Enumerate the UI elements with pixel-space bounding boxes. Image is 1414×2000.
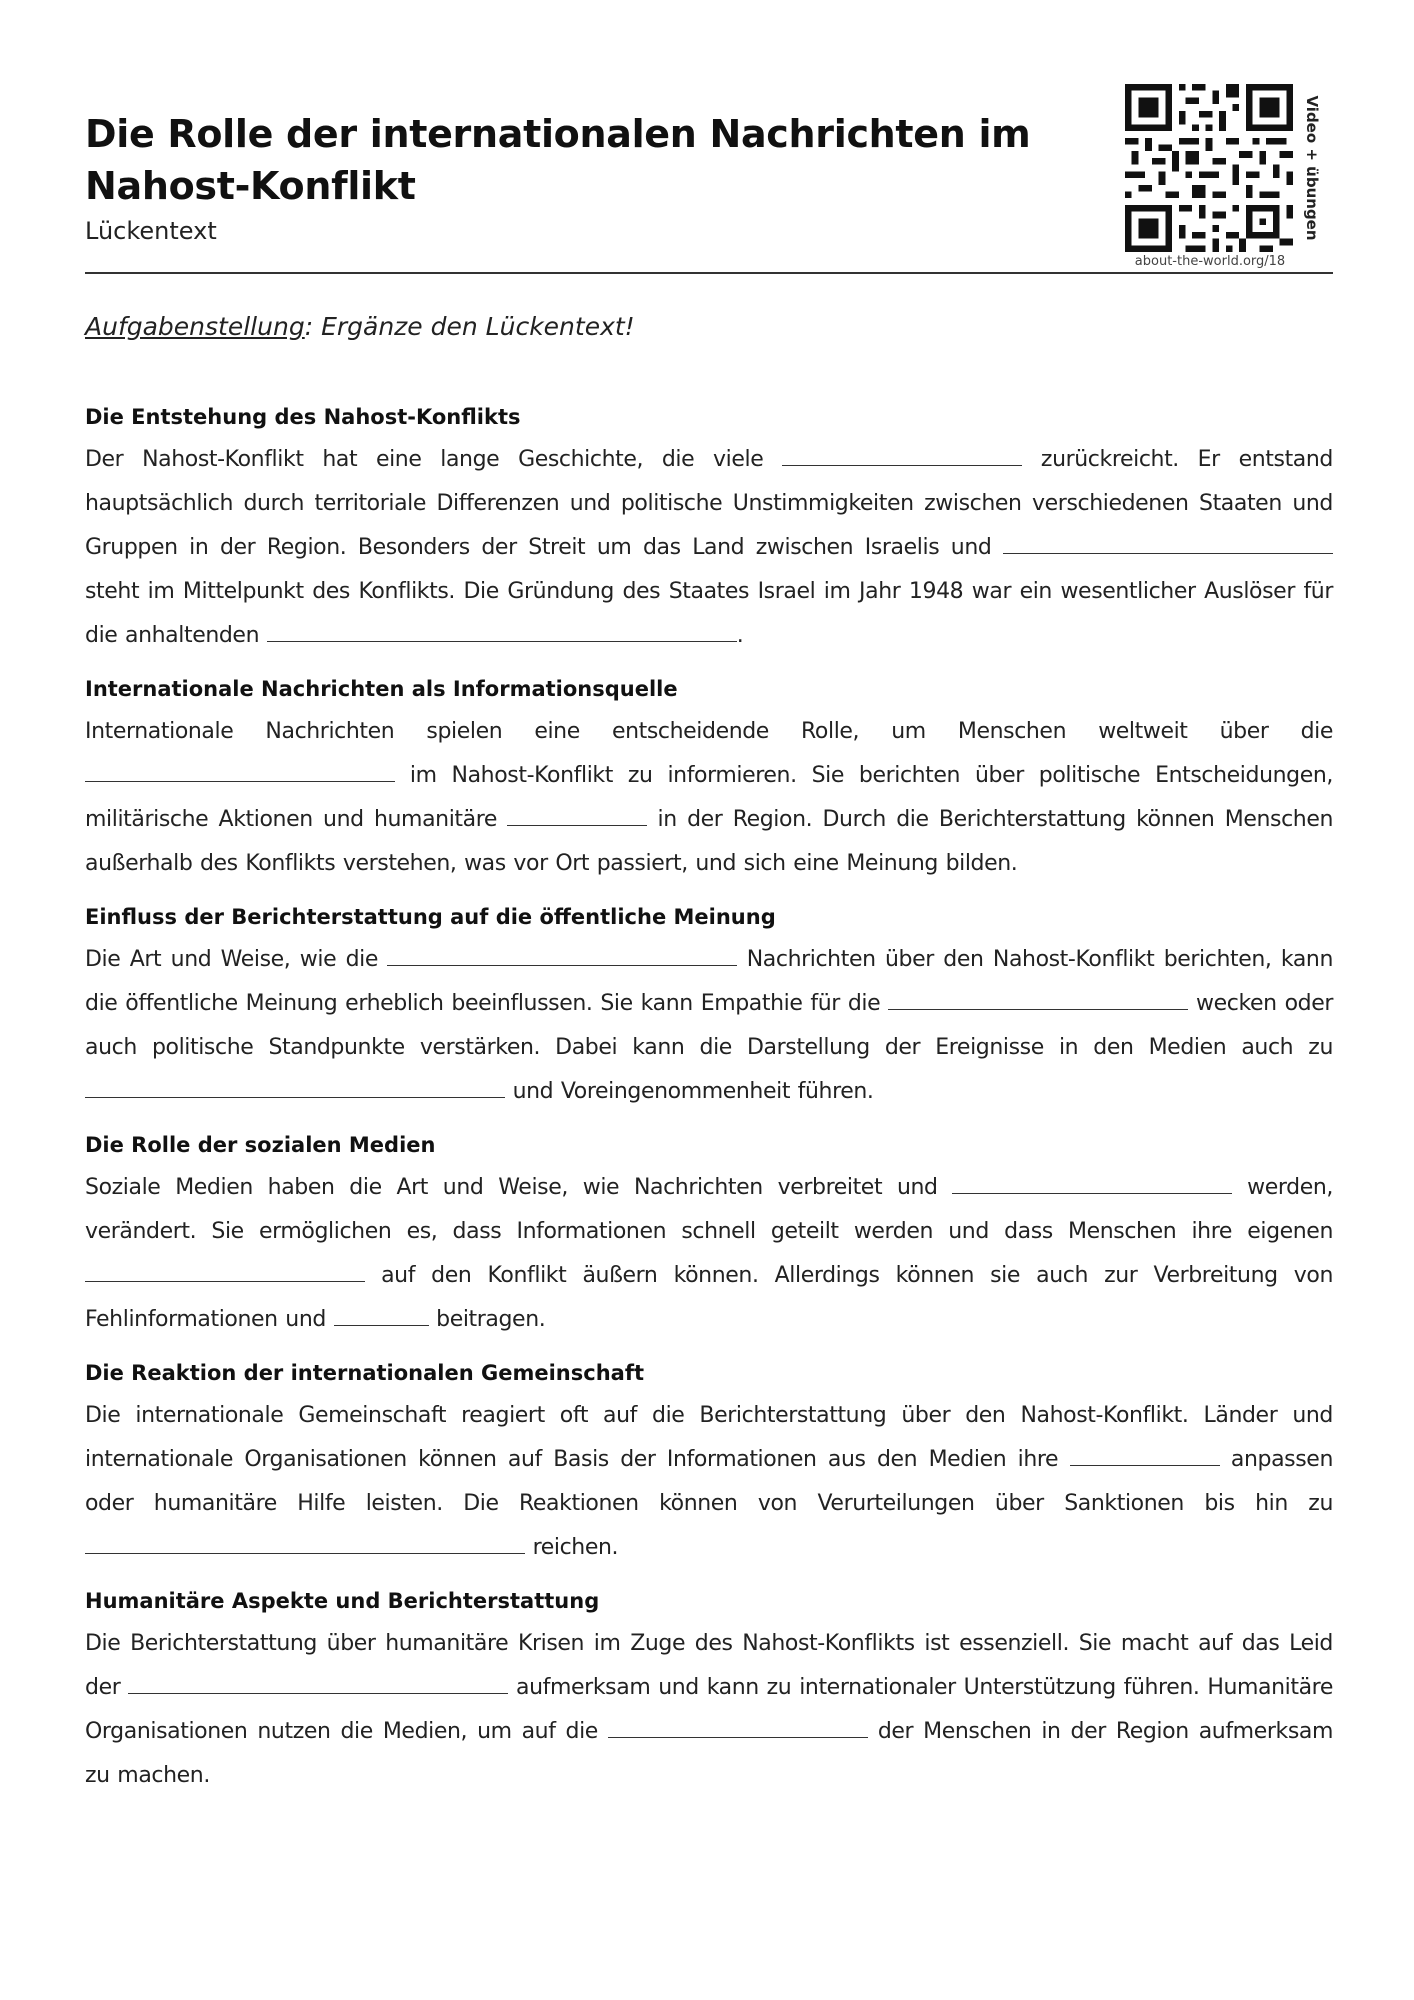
- blank-field[interactable]: [85, 1075, 505, 1098]
- blank-field[interactable]: [128, 1671, 508, 1694]
- section-heading: Humanitäre Aspekte und Berichterstattung: [85, 1589, 600, 1613]
- text-segment: Die Berichterstattung über humanitäre Krisen im Zuge des Nahost-Konflikts ist essenziell. Sie macht auf das Leid der: [85, 1631, 1333, 1700]
- header-divider: [85, 272, 1333, 274]
- page-title: Die Rolle der internationalen Nachrichten im Nahost-Konflikt: [85, 112, 1031, 208]
- qr-caption-link[interactable]: about-the-world.org/18: [1134, 254, 1286, 269]
- section-text: [85, 1166, 1333, 1342]
- blank-field[interactable]: [334, 1303, 429, 1326]
- blank-field[interactable]: [85, 759, 395, 782]
- section-text: [85, 438, 1333, 658]
- text-segment: Nachrichten über den Nahost-Konflikt berichten, kann die öffentliche Meinung erheblich beeinflussen. Sie kann Empathie für die: [85, 947, 1333, 1016]
- blank-field[interactable]: [507, 803, 647, 826]
- text-segment: im Nahost-Konflikt zu informieren. Sie berichten über politische Entscheidungen, militärische Aktionen und humanitäre: [85, 763, 1333, 832]
- blank-field[interactable]: [888, 987, 1188, 1010]
- text-segment: wecken oder auch politische Standpunkte verstärken. Dabei kann die Darstellung der Ereignisse in den Medien auch zu: [85, 991, 1333, 1060]
- text-segment: .: [736, 623, 744, 648]
- text-segment: aufmerksam und kann zu internationaler Unterstützung führen. Humanitäre Organisationen nutzen die Medien, um auf die: [85, 1675, 1333, 1744]
- text-segment: in der Region. Durch die Berichterstattung können Menschen außerhalb des Konflikts verstehen, was vor Ort passiert, und sich eine Meinung bilden.: [85, 807, 1333, 876]
- section-oeffentliche-meinung: [85, 900, 1333, 1114]
- section-text: [85, 1622, 1333, 1798]
- text-segment: steht im Mittelpunkt des Konflikts. Die Gründung des Staates Israel im Jahr 1948 war ein wesentlicher Auslöser für die anhaltenden: [85, 579, 1333, 648]
- section-humanitaere-aspekte: [85, 1584, 1333, 1798]
- section-text: [85, 710, 1333, 886]
- text-segment: und Voreingenommenheit führen.: [505, 1079, 874, 1104]
- page-subtitle: Lückentext: [85, 217, 217, 245]
- text-segment: zurückreicht. Er entstand hauptsächlich durch territoriale Differenzen und politische Unstimmigkeiten zwischen verschiedenen Staaten und Gruppen in der Region. Besonders der Streit um das Land zwischen Israelis und: [85, 447, 1333, 560]
- task-label: Aufgabenstellung: [85, 312, 305, 341]
- section-entstehung: [85, 400, 1333, 658]
- text-segment: reichen.: [525, 1535, 619, 1560]
- worksheet-content: [85, 400, 1333, 1812]
- section-heading: Die Rolle der sozialen Medien: [85, 1133, 436, 1157]
- section-text: [85, 938, 1333, 1114]
- section-heading: Internationale Nachrichten als Informationsquelle: [85, 677, 678, 701]
- text-segment: anpassen oder humanitäre Hilfe leisten. Die Reaktionen können von Verurteilungen über Sanktionen bis hin zu: [85, 1447, 1333, 1516]
- text-segment: Der Nahost-Konflikt hat eine lange Geschichte, die viele: [85, 447, 783, 472]
- blank-field[interactable]: [608, 1715, 868, 1738]
- qr-code-icon[interactable]: [1125, 84, 1293, 252]
- qr-side-label: Video + übungen: [1303, 95, 1321, 241]
- blank-field[interactable]: [952, 1171, 1232, 1194]
- section-text: [85, 1394, 1333, 1570]
- section-soziale-medien: [85, 1128, 1333, 1342]
- section-internationale-gemeinschaft: [85, 1356, 1333, 1570]
- text-segment: werden, verändert. Sie ermöglichen es, dass Informationen schnell geteilt werden und dass Menschen ihre eigenen: [85, 1175, 1333, 1244]
- blank-field[interactable]: [782, 443, 1022, 466]
- text-segment: Internationale Nachrichten spielen eine entscheidende Rolle, um Menschen weltweit über die: [85, 719, 1333, 744]
- text-segment: der Menschen in der Region aufmerksam zu machen.: [85, 1719, 1333, 1788]
- blank-field[interactable]: [387, 943, 737, 966]
- text-segment: Die internationale Gemeinschaft reagiert oft auf die Berichterstattung über den Nahost-Konflikt. Länder und internationale Organisationen können auf Basis der Informationen aus den Medien ihre: [85, 1403, 1333, 1472]
- task-instruction: [85, 312, 635, 341]
- text-segment: auf den Konflikt äußern können. Allerdings können sie auch zur Verbreitung von Fehlinformationen und: [85, 1263, 1333, 1332]
- section-heading: Die Reaktion der internationalen Gemeinschaft: [85, 1361, 644, 1385]
- section-heading: Die Entstehung des Nahost-Konflikts: [85, 405, 521, 429]
- blank-field[interactable]: [85, 1531, 525, 1554]
- section-heading: Einfluss der Berichterstattung auf die öffentliche Meinung: [85, 905, 776, 929]
- blank-field[interactable]: [85, 1259, 365, 1282]
- text-segment: Die Art und Weise, wie die: [85, 947, 388, 972]
- task-text: : Ergänze den Lückentext!: [304, 312, 635, 341]
- blank-field[interactable]: [1070, 1443, 1220, 1466]
- blank-field[interactable]: [267, 619, 737, 642]
- blank-field[interactable]: [1003, 531, 1333, 554]
- text-segment: Soziale Medien haben die Art und Weise, wie Nachrichten verbreitet und: [85, 1175, 953, 1200]
- section-informationsquelle: [85, 672, 1333, 886]
- text-segment: beitragen.: [428, 1307, 546, 1332]
